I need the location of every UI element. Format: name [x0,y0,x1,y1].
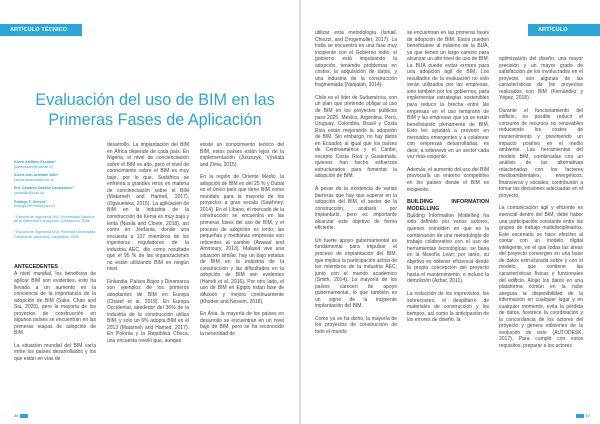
text-column-2 [107,142,189,350]
paragraph: desarrollo. La implantación del BIM en África depende de cada país. En Nigeria, el nivel de concienciación sobre el BIM es alto, pero el nivel de conocimiento sobre el BIM es muy bajo, por lo que, Sudáfrica se enfrenta a grandes retos en materia de concienciación sobre el BIM (Matarneh and Hamed, 2017), (Ogwueleka, 2015). La aplicación de BIM en la industria de la construcción de Kenia es muy baja y lenta (Nasila and Cloete, 2018), así como en Jordania, donde una encuesta a 137 miembros de los ingenieros reguladores de la industria AEC, dio como resultado que el 95 % de las organizaciones no están utilizando BIM en ningún nivel. [107,142,189,273]
paragraph: Además, el aumento del uso del BIM provocaría un entorno competitivo en los países donde el BIM es incipiente. [407,166,489,193]
text-column-2 [407,30,489,330]
page-number [576,413,590,418]
author-name: Alexis Iván Andrade Valle¹ [14,173,59,178]
text-column-3 [499,56,583,356]
paragraph: Building Information Modelling ha sido definido por varios autores, quienes coinciden en que es la combinación de una metodología de trabajo colaborativo con el uso de herramientas tecnológicas, se basa en la filosofía Lean; por tanto, su objetivo es obtener eficiencia desde la propia concepción del proyecto hasta el mantenimiento, e incluso la demolición (Azbar, 2011). [407,212,489,285]
left-page [0,0,299,424]
paragraph: A nivel mundial, los beneficios de aplicar BIM son evidentes, esto ha llevado a un aumento en la conciencia de la importancia de la adopción de BIM (Saka, Chan and Siu, 2020), pero la mayoría de los proyectos de construcción en algunos países se encuentran en las primeras etapas de adopción de BIM. [14,271,96,337]
paragraph: La situación mundial del BIM varía entre los países desarrollados y los que están en vías de [14,342,96,362]
paragraph: En la región de Oriente Medio, la adopción de BIM es del 25 % y Dubái es el único país que tiene BIM como mandato para la mayoría de los proyectos a gran escala (Sawhney, 2014). En el Líbano, el mercado de la construcción se encuentra en las primeras fases del uso de BIM, y el proceso de adopción es lento; las pequeñas y medianas empresas son reticentes al cambio (Awwad and Ammoury, 2013). Malasia vive una situación similar, hay un bajo estatus de BIM en la industria de la construcción y las dificultades en la adopción de BIM son evidentes (Hamdi et al. 2016). Por otro lado, el uso de BIM en Egipto están fase de difusión y mejora continuamente (Khodeir and Nessim, 2018). [200,174,284,305]
paragraph: optimización del diseño, una mayor precisión y un mayor grado de satisfacción de los involucrados en el proyecto, son algunas de las características de los proyectos realizados con BIM (Fernández y Yépez, 2018). [499,56,583,102]
text-column-1 [315,30,397,342]
author-email[interactable]: (rodrigo.herrera@pucv.cl) [14,204,55,209]
paragraph: Un fuerte apoyo gubernamental es fundamental para impulsar el proceso de implantación del BIM, que implica la participación activa de los miembros de la industria AEC, junto con el mundo académico (Smith, 2014). La mayoría de los países carecen de apoyo gubernamental, lo que también es un signo de la incipiente implantación del BIM. [315,237,397,310]
text-column-1 [14,264,96,369]
author-block [14,160,96,239]
page-number-text: 26 [14,413,19,418]
affiliation: ² Escuela de Ingeniería Civil, Pontificia Universidad Católica de Valparaíso, Valparaíso, Chile [14,229,96,239]
text-column-3 [200,142,284,343]
paragraph: Chile es el líder de Sudamérica, con un plan que pretende obligar al uso de BIM en los proyectos públicos para 2025. México, Argentina, Perú, Uruguay, Colombia, Brasil y Costa Rica están mejorando la adopción de BIM. Sin embargo, no hay datos en Ecuador, al igual que los países de Centroamérica y el Caribe, excepto Costa Rica y Guatemala, quienes han hecho esfuerzos estructurados para fomentar la adopción de BIM. [315,94,397,180]
author-entry [14,186,96,195]
author-email[interactable]: (ecastillo@ucsc.cl) [14,190,45,195]
paragraph: A pesar de la existencia de varias barreras que hay que superar en la adopción del BIM, el sector de la construcción, acabará por implantarlo, pero es importante alcanzar este objetivo de forma eficiente. [315,186,397,232]
author-email[interactable]: (karenlitarel@hotmail.cl) [14,164,53,169]
paragraph: se encuentran en las primeras fases de adopción de BIM. Estos pueden beneficiarse al máximo de la BUA, ya que tienen un largo camino para alcanzar un alto nivel de uso de BIM. La BUA puede evitar errores para una adopción ágil de BIM. Los resultados de la evaluación no solo serán utilizados por las empresas, sino también por los gobiernos, para implementar estrategias sostenibles para reducir la brecha entre las empresas en el uso temprano de BIM y las empresas que ya se están beneficiando plenamente de BIM. Esto les ayudará a prevenir en mercados emergentes y a colaborar con empresas desarrolladas, es decir, a sobrevivir en un sector cada vez más exigente. [407,30,489,161]
page-number [14,413,28,418]
section-heading: ANTECEDENTES [14,264,59,270]
paragraph: La comunicación ágil y eficiente es esencial dentro del BIM, debe haber una participación constante entre los grupos de trabajo multidisciplinarios. Este escenario se hace efectivo al contar con un modelo digital inteligente, en el que todas las áreas del proyecto convergen en una base de datos estructurada sobre y con el modelo, que contiene las características físicas y funcionales del edificio. Alojar los datos en una plataforma común en la nube asegura la disponibilidad de la información en cualquier lugar y en cualquier momento, evita la pérdida de datos, favorece la coordinación y la concordancia de los actores del proyecto y genera ediciones de la evolución de este (AUTODESK, 2017). Para cumplir con estos requisitos, preparar a los actores [499,205,583,349]
paragraph: existe un conocimiento teórico del BIM, estos países están lejos de la implementación (Juszczyk, Výskala and Zima, 2015). [200,142,284,168]
author-name: Karen Arellano Escobar¹ [14,160,56,164]
paragraph: Durante el funcionamiento del edificio, es posible reducir el consumo de recursos no renovables reduciendo los costes de mantenimiento y previniendo un impacto positivo en el medio ambiente. Las herramientas del modelo BIM, combinadas con un análisis de las alternativas relacionadas con los factores medioambientales, energéticos, financieros y sociales, contribuirán a tomar las decisiones adecuadas en el proyecto. [499,107,583,199]
article-title: Evaluación del uso de BIM en las Primeras Fases de Aplicación [35,91,275,129]
page-marker-icon [20,414,28,418]
paragraph: La reducción de los imprevistos, los sobrecostes, el despilfarro de materiales de construcción y los tiempos, así como la anticipación de los errores de diseño, la [407,290,489,324]
author-name: Eric Oswaldo Castillo Campanario¹ [14,186,74,191]
author-entry [14,200,96,209]
page-marker-icon [576,414,584,418]
paragraph: Como ya se ha dicho, la mayoría de los proyectos de construcción de todo el mundo [315,315,397,335]
right-page [301,0,600,424]
author-entry [14,160,96,169]
paragraph: En Asia, la mayoría de los países en desarrollo se encuentran en un nivel bajo de BIM, pero se ha reconocido la necesidad de [200,311,284,337]
author-entry [14,173,96,182]
author-email[interactable]: (alexis.andrade@ucsc.cl) [14,177,55,182]
paragraph: utilizar esta metodología (Ismail, Chiozzi, and Drogemuller, 2017). La India se encuentra en una fase muy incipiente con el Gobierno indio, el gobierno está impulsando la adopción, teniendo problemas en costos, la adquisición de datos, y una industria de la construcción fragmentada (Nanjaiah, 2014). [315,30,397,89]
author-name: Rodrigo F. Herrera² [14,199,47,204]
page-number-text: 27 [585,413,590,418]
paragraph: Finlandia, Países Bajos y Dinamarca son ejemplos de los primeros adoptantes de BIM en Europa (Charef et al. 2019). En Europa Occidental, alrededor del 36% de la industria de la construcción utiliza BIM, y solo un 6% adopta BIM en el 2013 (Matarneh and Hamed, 2017). En Polonia y la República Checa, una encuesta reveló que, aunque [107,278,189,344]
section-label: ARTÍCULO TÉCNICO [0,24,82,36]
section-label: ARTÍCULO TÉCNICO [528,24,600,36]
section-heading: BUILDING INFORMATION MODELLING [407,199,489,212]
affiliation: ¹ Escuela de Ingeniería Civil, Universidad Católica de la Santísima Concepción, Concepción, Chile [14,214,94,224]
